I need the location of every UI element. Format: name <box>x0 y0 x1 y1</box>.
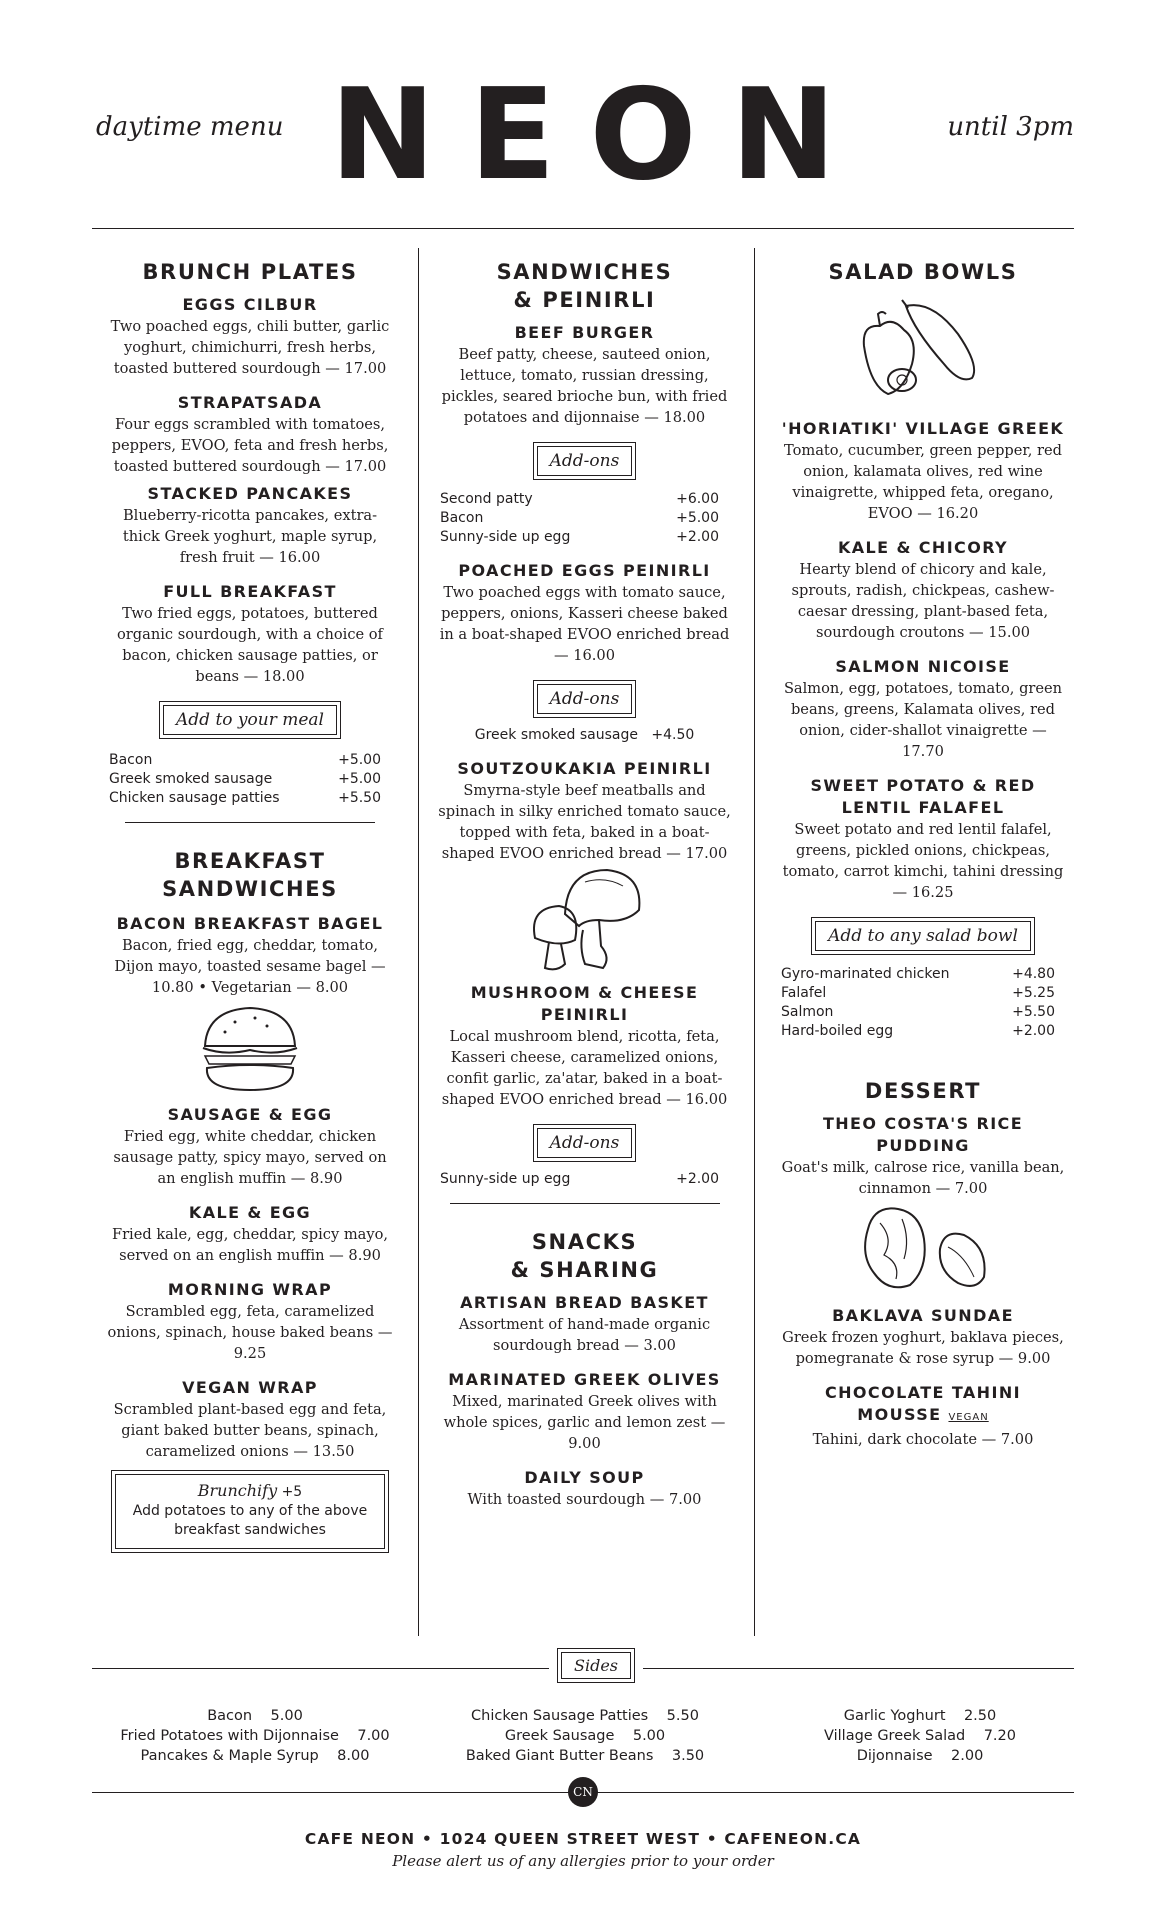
addon-row: Bacon +5.00 <box>440 510 719 526</box>
addon-row: Hard-boiled egg +2.00 <box>781 1023 1055 1039</box>
menu-item: BACON BREAKFAST BAGEL Bacon, fried egg, cheddar, tomato, Dijon mayo, toasted sesame bagel — 10.80 • Vegetarian — 8.00 <box>114 914 386 996</box>
sides-label-box: Sides <box>557 1648 635 1683</box>
menu-item: BAKLAVA SUNDAE Greek frozen yoghurt, baklava pieces, pomegranate & rose syrup — 9.00 <box>782 1306 1064 1367</box>
vegetables-illustration <box>848 294 998 412</box>
menu-item: MUSHROOM & CHEESE PEINIRLI Local mushroom blend, ricotta, feta, Kasseri cheese, caramelized onions, confit garlic, za'atar, baked in a boat-shaped EVOO enriched bread — 16.00 <box>441 983 728 1108</box>
menu-item: DAILY SOUP With toasted sourdough — 7.00 <box>467 1468 702 1508</box>
addon-row: Salmon +5.50 <box>781 1004 1055 1020</box>
addons-label-box: Add-ons <box>533 680 637 718</box>
menu-item: STACKED PANCAKES Blueberry-ricotta pancakes, extra-thick Greek yoghurt, maple syrup, fresh fruit — 16.00 <box>122 484 378 566</box>
brunchify-box: Brunchify +5 Add potatoes to any of the above breakfast sandwiches <box>111 1470 389 1553</box>
addons-label-box: Add to any salad bowl <box>811 917 1035 955</box>
column-divider <box>754 248 755 1636</box>
addons-table <box>777 965 1069 1041</box>
vegan-tag: VEGAN <box>948 1412 989 1423</box>
addons-label-box: Add to your meal <box>159 701 341 739</box>
tagline-right: until 3pm <box>947 112 1074 142</box>
mushroom-illustration <box>515 864 655 976</box>
brand-logo: NEON <box>329 61 871 208</box>
menu-item: SALMON NICOISE Salmon, egg, potatoes, tomato, green beans, greens, Kalamata olives, red onion, cider-shallot vinaigrette — 17.70 <box>783 657 1063 760</box>
menu-item: KALE & CHICORY Hearty blend of chicory and kale, sprouts, radish, chickpeas, cashew-caesar dressing, plant-based feta, sourdough croutons — 15.00 <box>791 538 1055 641</box>
sides-column <box>770 1706 1070 1766</box>
addon-row: Second patty +6.00 <box>440 491 719 507</box>
addon-row: Bacon +5.00 <box>109 752 381 768</box>
addon-row: Sunny-side up egg +2.00 <box>440 529 719 545</box>
sides-column <box>100 1706 410 1766</box>
menu-item: POACHED EGGS PEINIRLI Two poached eggs with tomato sauce, peppers, onions, Kasseri cheese baked in a boat-shaped EVOO enriched bread — 16.00 <box>439 561 730 664</box>
menu-item: EGGS CILBUR Two poached eggs, chili butter, garlic yoghurt, chimichurri, fresh herbs, toasted buttered sourdough — 17.00 <box>110 295 390 377</box>
menu-item: SWEET POTATO & RED LENTIL FALAFEL Sweet potato and red lentil falafel, greens, pickled onions, chickpeas, tomato, carrot kimchi, tahini dressing — 16.25 <box>782 776 1064 901</box>
sandwich-illustration <box>195 998 305 1098</box>
column-middle <box>436 258 733 1510</box>
menu-item: VEGAN WRAP Scrambled plant-based egg and feta, giant baked butter beans, spinach, caramelized onions — 13.50 <box>113 1378 387 1460</box>
walnut-almond-illustration <box>848 1199 998 1299</box>
column-divider <box>418 248 419 1636</box>
addons-table <box>105 751 395 808</box>
menu-item: MARINATED GREEK OLIVES Mixed, marinated Greek olives with whole spices, garlic and lemon zest — 9.00 <box>443 1370 726 1452</box>
side-item: Dijonnaise 2.00 <box>856 1748 984 1764</box>
addon-row: Greek smoked sausage +5.00 <box>109 771 381 787</box>
tagline-left: daytime menu <box>96 112 284 142</box>
addons-label-box: Add-ons <box>533 442 637 480</box>
sides-column <box>430 1706 740 1766</box>
menu-item: SOUTZOUKAKIA PEINIRLI Smyrna-style beef meatballs and spinach in silky enriched tomato sauce, topped with feta, baked in a boat-shaped EVOO enriched bread — 17.00 <box>438 759 731 862</box>
addon-row: Gyro-marinated chicken +4.80 <box>781 966 1055 982</box>
addon-row: Sunny-side up egg +2.00 <box>440 1171 719 1187</box>
menu-item: SAUSAGE & EGG Fried egg, white cheddar, chicken sausage patty, spicy mayo, served on an english muffin — 8.90 <box>113 1105 387 1187</box>
addon-row: Chicken sausage patties +5.50 <box>109 790 381 806</box>
section-title-dessert: DESSERT <box>864 1079 982 1103</box>
menu-item: CHOCOLATE TAHINI MOUSSE VEGAN Tahini, dark chocolate — 7.00 <box>812 1383 1034 1448</box>
addon-row: Falafel +5.25 <box>781 985 1055 1001</box>
menu-item: 'HORIATIKI' VILLAGE GREEK Tomato, cucumber, green pepper, red onion, kalamata olives, red wine vinaigrette, whipped feta, oregano, EVOO — 16.20 <box>781 419 1065 522</box>
section-title-sandwiches: SANDWICHES & PEINIRLI <box>496 260 673 312</box>
addon-row: Greek smoked sausage +4.50 <box>474 727 695 743</box>
side-item: Pancakes & Maple Syrup 8.00 <box>140 1748 370 1764</box>
side-item: Bacon 5.00 <box>207 1708 303 1724</box>
header-divider <box>92 228 1074 229</box>
side-item: Village Greek Salad 7.20 <box>824 1728 1016 1744</box>
menu-item: BEEF BURGER Beef patty, cheese, sauteed onion, lettuce, tomato, russian dressing, pickles, seared brioche bun, with fried potatoes and dijonnaise — 18.00 <box>441 323 728 426</box>
menu-item: MORNING WRAP Scrambled egg, feta, caramelized onions, spinach, house baked beans — 9.25 <box>107 1280 393 1362</box>
side-item: Chicken Sausage Patties 5.50 <box>471 1708 699 1724</box>
section-title-breakfast: BREAKFAST SANDWICHES <box>162 849 338 901</box>
section-title-brunch: BRUNCH PLATES <box>142 260 358 284</box>
addons-label-box: Add-ons <box>533 1124 637 1162</box>
emblem-badge: CN <box>568 1777 598 1807</box>
column-right <box>777 258 1069 1450</box>
menu-item: STRAPATSADA Four eggs scrambled with tomatoes, peppers, EVOO, feta and fresh herbs, toasted buttered sourdough — 17.00 <box>111 393 389 475</box>
menu-item: ARTISAN BREAD BASKET Assortment of hand-made organic sourdough bread — 3.00 <box>458 1293 711 1354</box>
column-left <box>105 258 395 1553</box>
menu-item: THEO COSTA'S RICE PUDDING Goat's milk, calrose rice, vanilla bean, cinnamon — 7.00 <box>781 1114 1065 1197</box>
menu-item: KALE & EGG Fried kale, egg, cheddar, spicy mayo, served on an english muffin — 8.90 <box>111 1203 389 1264</box>
side-item: Garlic Yoghurt 2.50 <box>843 1708 997 1724</box>
addons-table <box>436 1170 733 1189</box>
menu-item: FULL BREAKFAST Two fried eggs, potatoes, buttered organic sourdough, with a choice of bacon, chicken sausage patties, or beans — 18.00 <box>117 582 383 685</box>
side-item: Greek Sausage 5.00 <box>504 1728 666 1744</box>
footer-address: CAFE NEON • 1024 QUEEN STREET WEST • CAFENEON.CA <box>304 1830 862 1848</box>
side-item: Baked Giant Butter Beans 3.50 <box>465 1748 705 1764</box>
side-item: Fried Potatoes with Dijonnaise 7.00 <box>120 1728 390 1744</box>
footer-allergy-note: Please alert us of any allergies prior to your order <box>392 1852 774 1870</box>
addons-table <box>436 490 733 547</box>
section-title-snacks: SNACKS & SHARING <box>510 1230 659 1282</box>
section-title-salads: SALAD BOWLS <box>828 260 1018 284</box>
